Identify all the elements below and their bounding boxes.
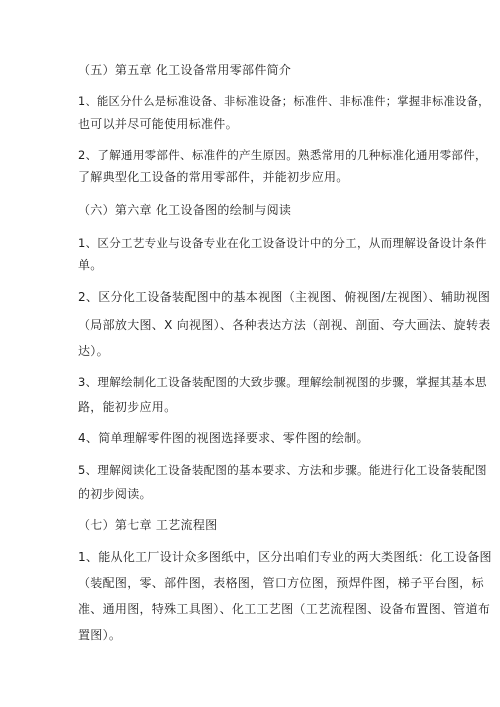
paragraph-line: 2、区分化工设备装配图中的基本视图（主视图、俯视图/左视图）、辅助视图 [78, 290, 491, 304]
paragraph-line: 1、区分工艺专业与设备专业在化工设备设计中的分工，从而理解设备设计条件 [78, 236, 487, 250]
paragraph-line: 单。 [78, 258, 103, 272]
paragraph-line: 准、通用图，特殊工具图）、化工工艺图（工艺流程图、设备布置图、管道布 [78, 602, 491, 616]
section-heading-chapter-6: （六）第六章 化工设备图的绘制与阅读 [78, 203, 292, 217]
section-heading-chapter-5: （五）第五章 化工设备常用零部件简介 [78, 63, 292, 77]
paragraph-line: 3、理解绘制化工设备装配图的大致步骤。理解绘制视图的步骤，掌握其基本思 [78, 375, 487, 389]
paragraph-line: 4、简单理解零件图的视图选择要求、零件图的绘制。 [78, 431, 369, 445]
paragraph-line: 5、理解阅读化工设备装配图的基本要求、方法和步骤。能进行化工设备装配图 [78, 463, 487, 477]
section-heading-chapter-7: （七）第七章 工艺流程图 [78, 518, 218, 532]
paragraph-line: （局部放大图、X 向视图）、各种表达方法（剖视、剖面、夸大画法、旋转表 [78, 318, 491, 332]
paragraph-line: 了解典型化工设备的常用零部件，并能初步应用。 [78, 170, 349, 184]
paragraph-line: 1、能从化工厂设计众多图纸中，区分出咱们专业的两大类图纸：化工设备图 [78, 550, 492, 564]
paragraph-line: 置图）。 [78, 628, 122, 642]
paragraph-line: （装配图，零、部件图，表格图，管口方位图，预焊件图，梯子平台图，标 [78, 576, 484, 590]
paragraph-line: 路，能初步应用。 [78, 400, 177, 414]
paragraph-line: 的初步阅读。 [78, 487, 152, 501]
paragraph-line: 也可以并尽可能使用标准件。 [78, 117, 238, 131]
paragraph-line: 2、了解通用零部件、标准件的产生原因。熟悉常用的几种标准化通用零部件， [78, 148, 487, 162]
paragraph-line: 达）。 [78, 344, 109, 358]
paragraph-line: 1、能区分什么是标准设备、非标准设备；标准件、非标准件；掌握非标准设备， [78, 95, 490, 108]
